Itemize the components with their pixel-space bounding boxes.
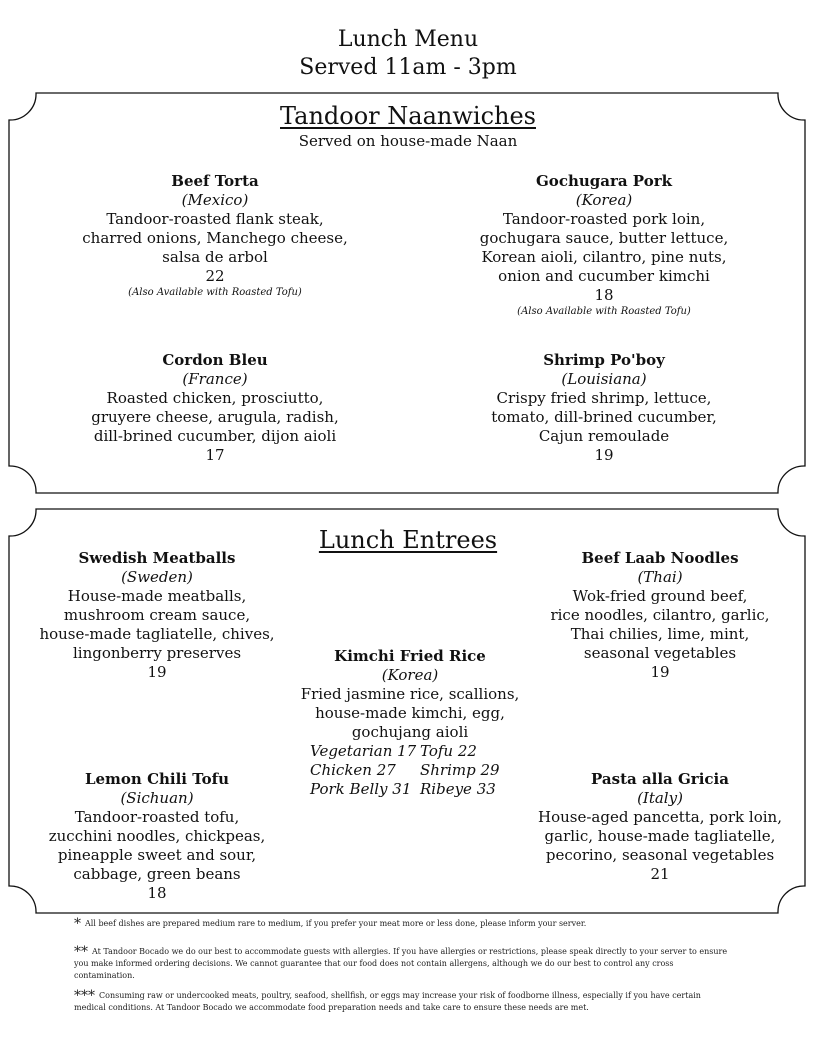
item-origin: (Sweden) bbox=[121, 568, 193, 586]
item-price: 17 bbox=[205, 446, 225, 464]
item-name: Cordon Bleu bbox=[162, 351, 268, 369]
item-origin: (Sichuan) bbox=[120, 789, 194, 807]
item-desc-line: house-made kimchi, egg, bbox=[315, 704, 505, 722]
item-price: 18 bbox=[594, 286, 614, 304]
item-desc-line: mushroom cream sauce, bbox=[63, 606, 251, 624]
item-desc-line: gochugara sauce, butter lettuce, bbox=[479, 229, 729, 247]
entrees-heading: Lunch Entrees bbox=[318, 526, 498, 554]
item-desc-line: Wok-fried ground beef, bbox=[572, 587, 748, 605]
item-origin: (France) bbox=[182, 370, 248, 388]
item-origin: (Thai) bbox=[637, 568, 683, 586]
item-desc-line: Crispy fried shrimp, lettuce, bbox=[496, 389, 712, 407]
item-price: 19 bbox=[594, 446, 614, 464]
item-desc-line: rice noodles, cilantro, garlic, bbox=[550, 606, 770, 624]
item-name: Kimchi Fried Rice bbox=[334, 647, 486, 665]
naanwiches-header bbox=[0, 102, 816, 150]
item-price: 18 bbox=[147, 884, 167, 902]
item-name: Beef Torta bbox=[171, 172, 259, 190]
naanwiches-heading: Tandoor Naanwiches bbox=[280, 102, 536, 130]
option-ribeye: Ribeye 33 bbox=[420, 780, 496, 798]
footnote-text: Consuming raw or undercooked meats, poultry, seafood, shellfish, or eggs may increase your risk of foodborne illness, especially if you have certain medical conditions. At Tandoor Bocado we accommodate food preparation needs and take care to ensure these needs are met. bbox=[74, 991, 701, 1012]
item-desc-line: dill-brined cucumber, dijon aioli bbox=[93, 427, 337, 445]
menu-item-beef-torta bbox=[60, 172, 370, 300]
item-desc-line: cabbage, green beans bbox=[73, 865, 241, 883]
item-note: (Also Available with Roasted Tofu) bbox=[517, 306, 691, 317]
item-desc-line: garlic, house-made tagliatelle, bbox=[544, 827, 776, 845]
menu-item-beef-laab-noodles bbox=[536, 549, 784, 682]
item-origin: (Mexico) bbox=[181, 191, 249, 209]
item-name: Swedish Meatballs bbox=[78, 549, 236, 567]
item-desc-line: Thai chilies, lime, mint, bbox=[570, 625, 750, 643]
item-desc-line: Tandoor-roasted tofu, bbox=[74, 808, 240, 826]
menu-item-lemon-chili-tofu bbox=[32, 770, 282, 903]
item-desc-line: Korean aioli, cilantro, pine nuts, bbox=[481, 248, 727, 266]
item-desc-line: tomato, dill-brined cucumber, bbox=[491, 408, 717, 426]
footnote-mark: * bbox=[74, 916, 81, 932]
menu-item-cordon-bleu bbox=[60, 351, 370, 465]
menu-item-shrimp-poboy bbox=[446, 351, 762, 465]
item-desc-line: gochujang aioli bbox=[351, 723, 469, 741]
item-name: Beef Laab Noodles bbox=[581, 549, 739, 567]
menu-item-kimchi-fried-rice bbox=[290, 647, 530, 799]
option-shrimp: Shrimp 29 bbox=[420, 761, 500, 779]
naanwiches-subheading: Served on house-made Naan bbox=[298, 132, 518, 150]
item-price: 21 bbox=[650, 865, 670, 883]
item-desc-line: seasonal vegetables bbox=[583, 644, 737, 662]
item-name: Pasta alla Gricia bbox=[591, 770, 729, 788]
option-pork-belly: Pork Belly 31 bbox=[310, 780, 412, 798]
item-desc-line: Roasted chicken, prosciutto, bbox=[106, 389, 324, 407]
item-desc-line: House-made meatballs, bbox=[67, 587, 247, 605]
item-desc-line: Fried jasmine rice, scallions, bbox=[300, 685, 520, 703]
item-origin: (Korea) bbox=[381, 666, 439, 684]
footnote-allergies bbox=[74, 946, 734, 982]
menu-title-line1: Lunch Menu bbox=[337, 27, 479, 52]
item-name: Gochugara Pork bbox=[536, 172, 672, 190]
item-desc-line: pineapple sweet and sour, bbox=[57, 846, 257, 864]
item-name: Shrimp Po'boy bbox=[543, 351, 665, 369]
item-desc-line: Tandoor-roasted flank steak, bbox=[106, 210, 324, 228]
item-price: 22 bbox=[205, 267, 225, 285]
option-tofu: Tofu 22 bbox=[420, 742, 477, 760]
item-desc-line: pecorino, seasonal vegetables bbox=[545, 846, 775, 864]
item-note: (Also Available with Roasted Tofu) bbox=[128, 287, 302, 298]
footnote-text: All beef dishes are prepared medium rare to medium, if you prefer your meat more or less done, please inform your server. bbox=[85, 919, 587, 928]
footnote-text: At Tandoor Bocado we do our best to accommodate guests with allergies. If you have allergies or restrictions, please speak directly to your server to ensure you make informed ordering decisions. We cannot guarantee that our food does not contain allergens, although we do our best to control any cross contamination. bbox=[74, 947, 728, 980]
menu-item-pasta-alla-gricia bbox=[530, 770, 790, 884]
menu-item-gochugara-pork bbox=[446, 172, 762, 319]
footnote-beef bbox=[74, 918, 734, 930]
option-chicken: Chicken 27 bbox=[310, 761, 396, 779]
option-vegetarian: Vegetarian 17 bbox=[310, 742, 417, 760]
item-desc-line: gruyere cheese, arugula, radish, bbox=[91, 408, 339, 426]
item-desc-line: Cajun remoulade bbox=[538, 427, 670, 445]
item-origin: (Italy) bbox=[637, 789, 683, 807]
item-origin: (Korea) bbox=[575, 191, 633, 209]
menu-item-swedish-meatballs bbox=[32, 549, 282, 682]
footnote-raw-food bbox=[74, 990, 734, 1014]
item-desc-line: onion and cucumber kimchi bbox=[498, 267, 710, 285]
item-price: 19 bbox=[147, 663, 167, 681]
menu-title bbox=[0, 26, 816, 82]
footnote-mark: ** bbox=[74, 944, 88, 960]
item-name: Lemon Chili Tofu bbox=[84, 770, 230, 788]
item-desc-line: lingonberry preserves bbox=[72, 644, 242, 662]
item-desc-line: charred onions, Manchego cheese, bbox=[82, 229, 348, 247]
item-price: 19 bbox=[650, 663, 670, 681]
item-desc-line: salsa de arbol bbox=[162, 248, 268, 266]
item-desc-line: zucchini noodles, chickpeas, bbox=[48, 827, 266, 845]
footnote-mark: *** bbox=[74, 988, 95, 1004]
protein-options bbox=[290, 742, 530, 799]
item-origin: (Louisiana) bbox=[561, 370, 647, 388]
menu-title-line2: Served 11am - 3pm bbox=[299, 55, 517, 80]
item-desc-line: house-made tagliatelle, chives, bbox=[39, 625, 275, 643]
item-desc-line: Tandoor-roasted pork loin, bbox=[502, 210, 706, 228]
item-desc-line: House-aged pancetta, pork loin, bbox=[538, 808, 782, 826]
